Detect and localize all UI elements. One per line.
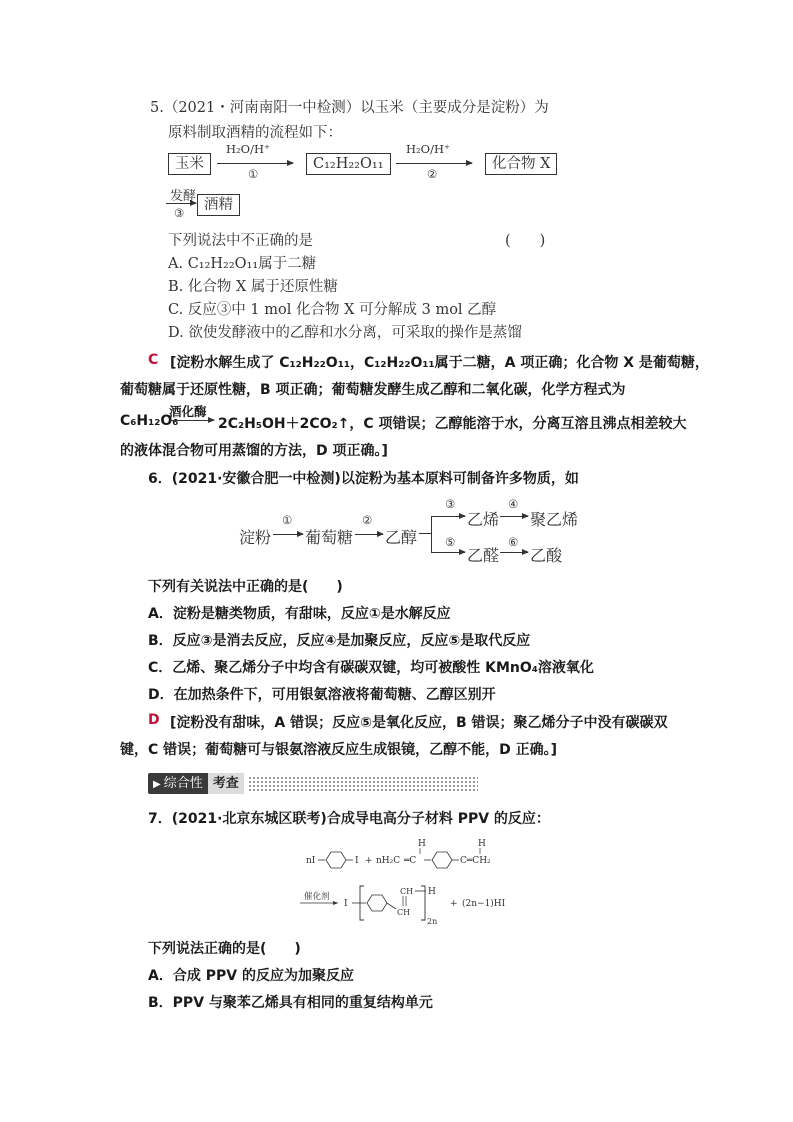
flow-arrow3: [166, 203, 196, 204]
q6-option-a: A．淀粉是糖类物质，有甜味，反应①是水解反应: [148, 606, 451, 622]
rx-nH2C: nH₂C: [376, 856, 401, 866]
q5-explanation-line2: 葡萄糖属于还原性糖，B 项正确；葡萄糖发酵生成乙醇和二氧化碳，化学方程式为: [120, 382, 626, 398]
flow-box-compound-x: 化合物 X: [485, 153, 557, 175]
q5-equation-right: 2C₂H₅OH＋2CO₂↑，C 项错误；乙醇能溶于水，分离互溶且沸点相差较大: [218, 416, 687, 432]
rx-eqC: ═C: [404, 856, 417, 866]
scheme-arrow2: [355, 534, 383, 535]
rx-H-end: H: [428, 887, 436, 897]
q5-line2: 原料制取酒精的流程如下：: [168, 125, 342, 141]
benzene-ring-3: [367, 895, 387, 911]
q5-answer-paren: ( ): [505, 233, 546, 249]
q5-option-d: D. 欲使发酵液中的乙醇和水分离，可采取的操作是蒸馏: [168, 325, 522, 341]
q5-stem: 下列说法中不正确的是: [168, 233, 313, 249]
rx-byproduct: (2n−1)HI: [462, 899, 506, 909]
q6-title: 6．(2021·安徽合肥一中检测)以淀粉为基本原料可制备许多物质，如: [148, 471, 579, 487]
rx-plus2: +: [450, 899, 458, 909]
q6-explanation-line1: [淀粉没有甜味，A 错误；反应⑤是氧化反应，B 错误；聚乙烯分子中没有碳碳双: [170, 715, 668, 731]
rx-H1: H: [418, 839, 426, 849]
q5-explanation-line4: 的液体混合物可用蒸馏的方法，D 项正确。]: [120, 443, 388, 459]
rx-I: I: [355, 856, 359, 866]
q7-option-a: A．合成 PPV 的反应为加聚反应: [148, 968, 354, 984]
scheme-starch: 淀粉: [239, 528, 272, 547]
q6-option-b: B．反应③是消去反应，反应④是加聚反应，反应⑤是取代反应: [148, 633, 531, 649]
scheme-step5: ⑤: [445, 535, 456, 549]
rx-catalyst: 催化剂: [304, 892, 330, 902]
scheme-polyethylene: 聚乙烯: [530, 510, 579, 529]
q6-explanation-line2: 键，C 错误；葡萄糖可与银氨溶液反应生成银镜，乙醇不能，D 正确。]: [120, 742, 558, 758]
rx-plus: +: [365, 856, 373, 866]
flow-arrow1: [217, 163, 293, 164]
q5-equation-catalyst: 酒化酶: [169, 404, 207, 419]
rx-I2: I: [344, 899, 348, 909]
section-tag: [148, 773, 478, 794]
section-tag-dots: [248, 776, 478, 791]
rx-CH-lower: CH: [397, 908, 411, 917]
scheme-glucose: 葡萄糖: [305, 528, 354, 547]
scheme-arrow4: [500, 516, 528, 517]
scheme-arrow1: [273, 534, 303, 535]
rx-CeqCH2: C═CH₂: [460, 856, 491, 866]
q5-answer-letter: C: [148, 352, 159, 368]
scheme-arrow6: [500, 552, 528, 553]
play-icon: ▶: [153, 779, 161, 790]
flow-arrow2-reagent: H₂O/H⁺: [406, 142, 451, 156]
section-tag-right: 考查: [208, 773, 244, 794]
scheme-step1: ①: [282, 513, 293, 527]
benzene-ring-2: [432, 852, 452, 868]
q7-reaction-scheme: [300, 836, 560, 926]
q7-title: 7．(2021·北京东城区联考)合成导电高分子材料 PPV 的反应：: [148, 811, 550, 827]
flow-box-disaccharide: C₁₂H₂₂O₁₁: [306, 153, 391, 175]
q5-line1: 5.（2021・河南南阳一中检测）以玉米（主要成分是淀粉）为: [150, 100, 549, 116]
scheme-acetaldehyde: 乙醛: [467, 546, 500, 565]
q5-explanation-line1: [淀粉水解生成了 C₁₂H₂₂O₁₁，C₁₂H₂₂O₁₁属于二糖，A 项正确；化合物 X 是葡萄糖，: [170, 355, 709, 371]
flow-arrow1-step: ①: [248, 167, 259, 181]
flow-arrow2: [396, 163, 472, 164]
rx-CH-upper: CH: [400, 887, 414, 896]
scheme-branch-vertical: [431, 516, 432, 552]
q5-option-a: A. C₁₂H₂₂O₁₁属于二糖: [168, 256, 317, 272]
flow-box-corn: 玉米: [168, 153, 211, 175]
scheme-step3: ③: [445, 497, 456, 511]
flow-arrow1-reagent: H₂O/H⁺: [226, 142, 271, 156]
benzene-ring-1: [326, 852, 346, 868]
q7-stem: 下列说法正确的是( ): [148, 941, 301, 957]
scheme-acetic-acid: 乙酸: [530, 546, 563, 565]
scheme-branch-stem: [419, 533, 431, 534]
scheme-arrow3: [431, 516, 465, 517]
flow-arrow2-step: ②: [427, 167, 438, 181]
section-tag-left: ▶ 综合性: [148, 773, 208, 794]
q6-stem: 下列有关说法中正确的是( ): [148, 579, 343, 595]
q6-option-c: C．乙烯、聚乙烯分子中均含有碳碳双键，均可被酸性 KMnO₄溶液氧化: [148, 660, 594, 676]
q6-answer-letter: D: [148, 712, 160, 728]
flow-arrow3-reagent: 发酵: [170, 189, 197, 204]
rx-subscript: 2n: [427, 917, 438, 926]
q5-equation-arrow: [170, 420, 214, 421]
q5-option-b: B. 化合物 X 属于还原性糖: [168, 279, 338, 295]
rx-nI: nI: [306, 856, 316, 866]
scheme-ethanol: 乙醇: [385, 528, 418, 547]
scheme-step2: ②: [362, 513, 373, 527]
scheme-step6: ⑥: [508, 535, 519, 549]
flow-box-alcohol: 酒精: [197, 194, 240, 216]
flow-arrow3-step: ③: [174, 206, 185, 220]
scheme-step4: ④: [508, 497, 519, 511]
q6-option-d: D．在加热条件下，可用银氨溶液将葡萄糖、乙醇区别开: [148, 687, 496, 703]
q5-equation-left: C₆H₁₂O₆: [120, 413, 179, 429]
scheme-ethylene: 乙烯: [467, 510, 500, 529]
rx-H2: H: [478, 839, 486, 849]
scheme-arrow5: [431, 552, 465, 553]
q7-option-b: B．PPV 与聚苯乙烯具有相同的重复结构单元: [148, 995, 433, 1011]
q5-option-c: C. 反应③中 1 mol 化合物 X 可分解成 3 mol 乙醇: [168, 302, 497, 318]
